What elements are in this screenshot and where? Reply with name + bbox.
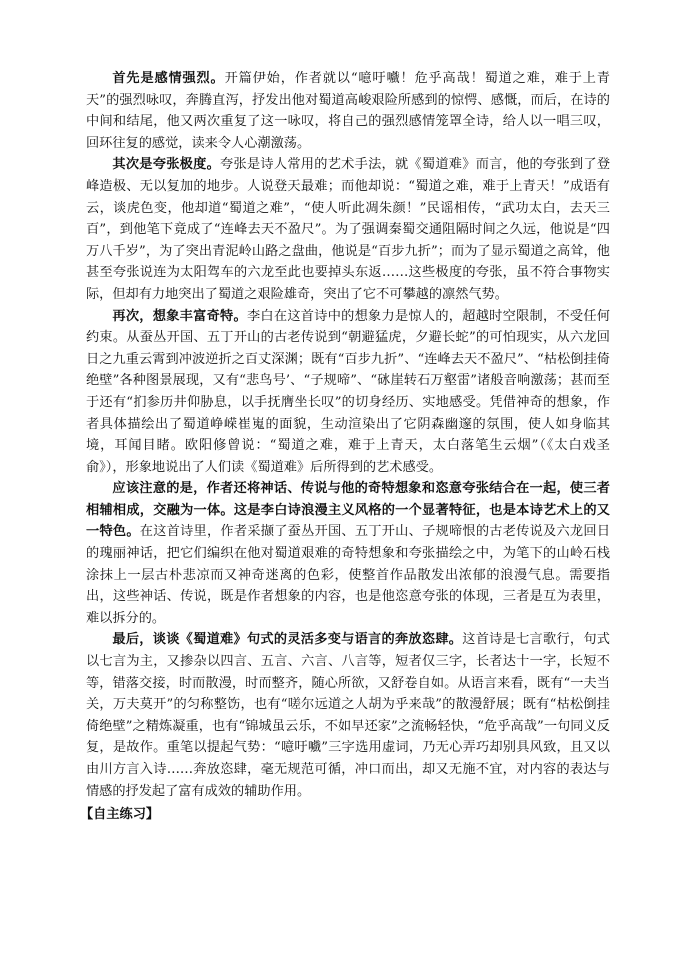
- section-heading-self-practice: 【自主练习】: [80, 807, 160, 823]
- paragraph-lead: 其次是夸张极度。: [112, 157, 221, 173]
- paragraph-exaggeration: [86, 154, 610, 305]
- paragraph-emotion: [86, 68, 610, 154]
- paragraph-lead: 再次，想象丰富奇特。: [112, 308, 247, 324]
- paragraph-myth-legend: [86, 478, 610, 629]
- paragraph-body: 开篇伊始，作者就以“噫吁嚱！危乎高哉！蜀道之难，难于上青天”的强烈咏叹，奔腾直泻，抒发出他对蜀道高峻艰险所感到的惊愕、感慨，而后，在诗的中间和结尾，他又两次重复了这一咏叹，将自己的强烈感情笼罩全诗，给人以一唱三叹，回环往复的感觉，读来令人心潮激荡。: [86, 71, 610, 151]
- paragraph-body: 在这首诗里，作者采撷了蚕丛开国、五丁开山、子规啼恨的古老传说及六龙回日的瑰丽神话，把它们编织在他对蜀道艰难的奇特想象和夸张描绘之中，为笔下的山岭石栈涂抹上一层古朴悲凉而又神奇迷离的色彩，使整首作品散发出浓郁的浪漫气息。需要指出，这些神话、传说，既是作者想象的内容，也是他恣意夸张的体现，三者是互为表里，难以拆分的。: [86, 524, 611, 626]
- paragraph-lead: 应该注意的是，作者还将神话、传说与他的奇特想象和恣意夸张结合在一起，使三者相辅相成，交融为一体。这是李白诗浪漫主义风格的一个显著特征，也是本诗艺术上的又一特色。: [86, 481, 610, 540]
- paragraph-imagination: [86, 306, 610, 479]
- paragraph-lead: 最后，谈谈《蜀道难》句式的灵活多变与语言的奔放恣肆。: [112, 632, 463, 648]
- paragraph-body: 这首诗是七言歌行，句式以七言为主，又掺杂以四言、五言、六言、八言等，短者仅三字，长者达十一字，长短不等，错落交接，时而散漫，时而整齐，随心所欲，又舒卷自如。从语言来看，既有“一夫当关，万夫莫开”的匀称整饬，也有“嗟尔远道之人胡为乎来哉”的散漫舒展；既有“枯松倒挂倚绝壁”之精炼凝重，也有“锦城虽云乐，不如早还家”之流畅轻快，“危乎高哉”一句同义反复，是故作。重笔以提起气势：“噫吁嚱”三字选用虚词，乃无心弄巧却别具风致，且又以由川方言入诗……奔放恣肆，毫无规范可循，冲口而出，却又无施不宜，对内容的表达与情感的抒发起了富有成效的辅助作用。: [86, 632, 610, 799]
- paragraph-body: 夸张是诗人常用的艺术手法，就《蜀道难》而言，他的夸张到了登峰造极、无以复加的地步。人说登天最难；而他却说：“蜀道之难，难于上青天！”成语有云，谈虎色变，他却道“蜀道之难”，“使人听此凋朱颜！”民谣相传，“武功太白，去天三百”，到他笔下竟成了“连峰去天不盈尺”。为了强调秦蜀交通阻隔时间之久远，他说是“四万八千岁”，为了突出青泥岭山路之盘曲，他说是“百步九折”；而为了显示蜀道之高耸，他甚至夸张说连为太阳驾车的六龙至此也要掉头东返……这些极度的夸张，虽不符合事物实际，但却有力地突出了蜀道之艰险雄奇，突出了它不可攀越的凛然气势。: [86, 157, 611, 302]
- paragraph-lead: 首先是感情强烈。: [112, 71, 225, 86]
- paragraph-body: 李白在这首诗中的想象力是惊人的，超越时空限制，不受任何约束。从蚕丛开国、五丁开山的古老传说到“朝避猛虎，夕避长蛇”的可怕现实，从六龙回日之九重云霄到冲波逆折之百丈深渊；既有“百步九折”、“连峰去天不盈尺”、“枯松倒挂倚绝壁”各种图景展现，又有“悲鸟号’、“子规啼”、“砯崖转石万壑雷”诸般音响激荡；甚而至于还有“扪参历井仰胁息，以手抚膺坐长叹”的切身经历、实地感受。凭借神奇的想象，作者具体描绘出了蜀道峥嵘崔嵬的面貌，生动渲染出了它阴森幽邃的氛围，使人如身临其境，耳闻目睹。欧阳修曾说：“蜀道之难，难于上青天，太白落笔生云烟”（《太白戏圣俞》），形象地说出了人们读《蜀道难》后所得到的艺术感受。: [86, 308, 610, 475]
- paragraph-sentence-style: [86, 629, 610, 802]
- document-page: [80, 68, 611, 826]
